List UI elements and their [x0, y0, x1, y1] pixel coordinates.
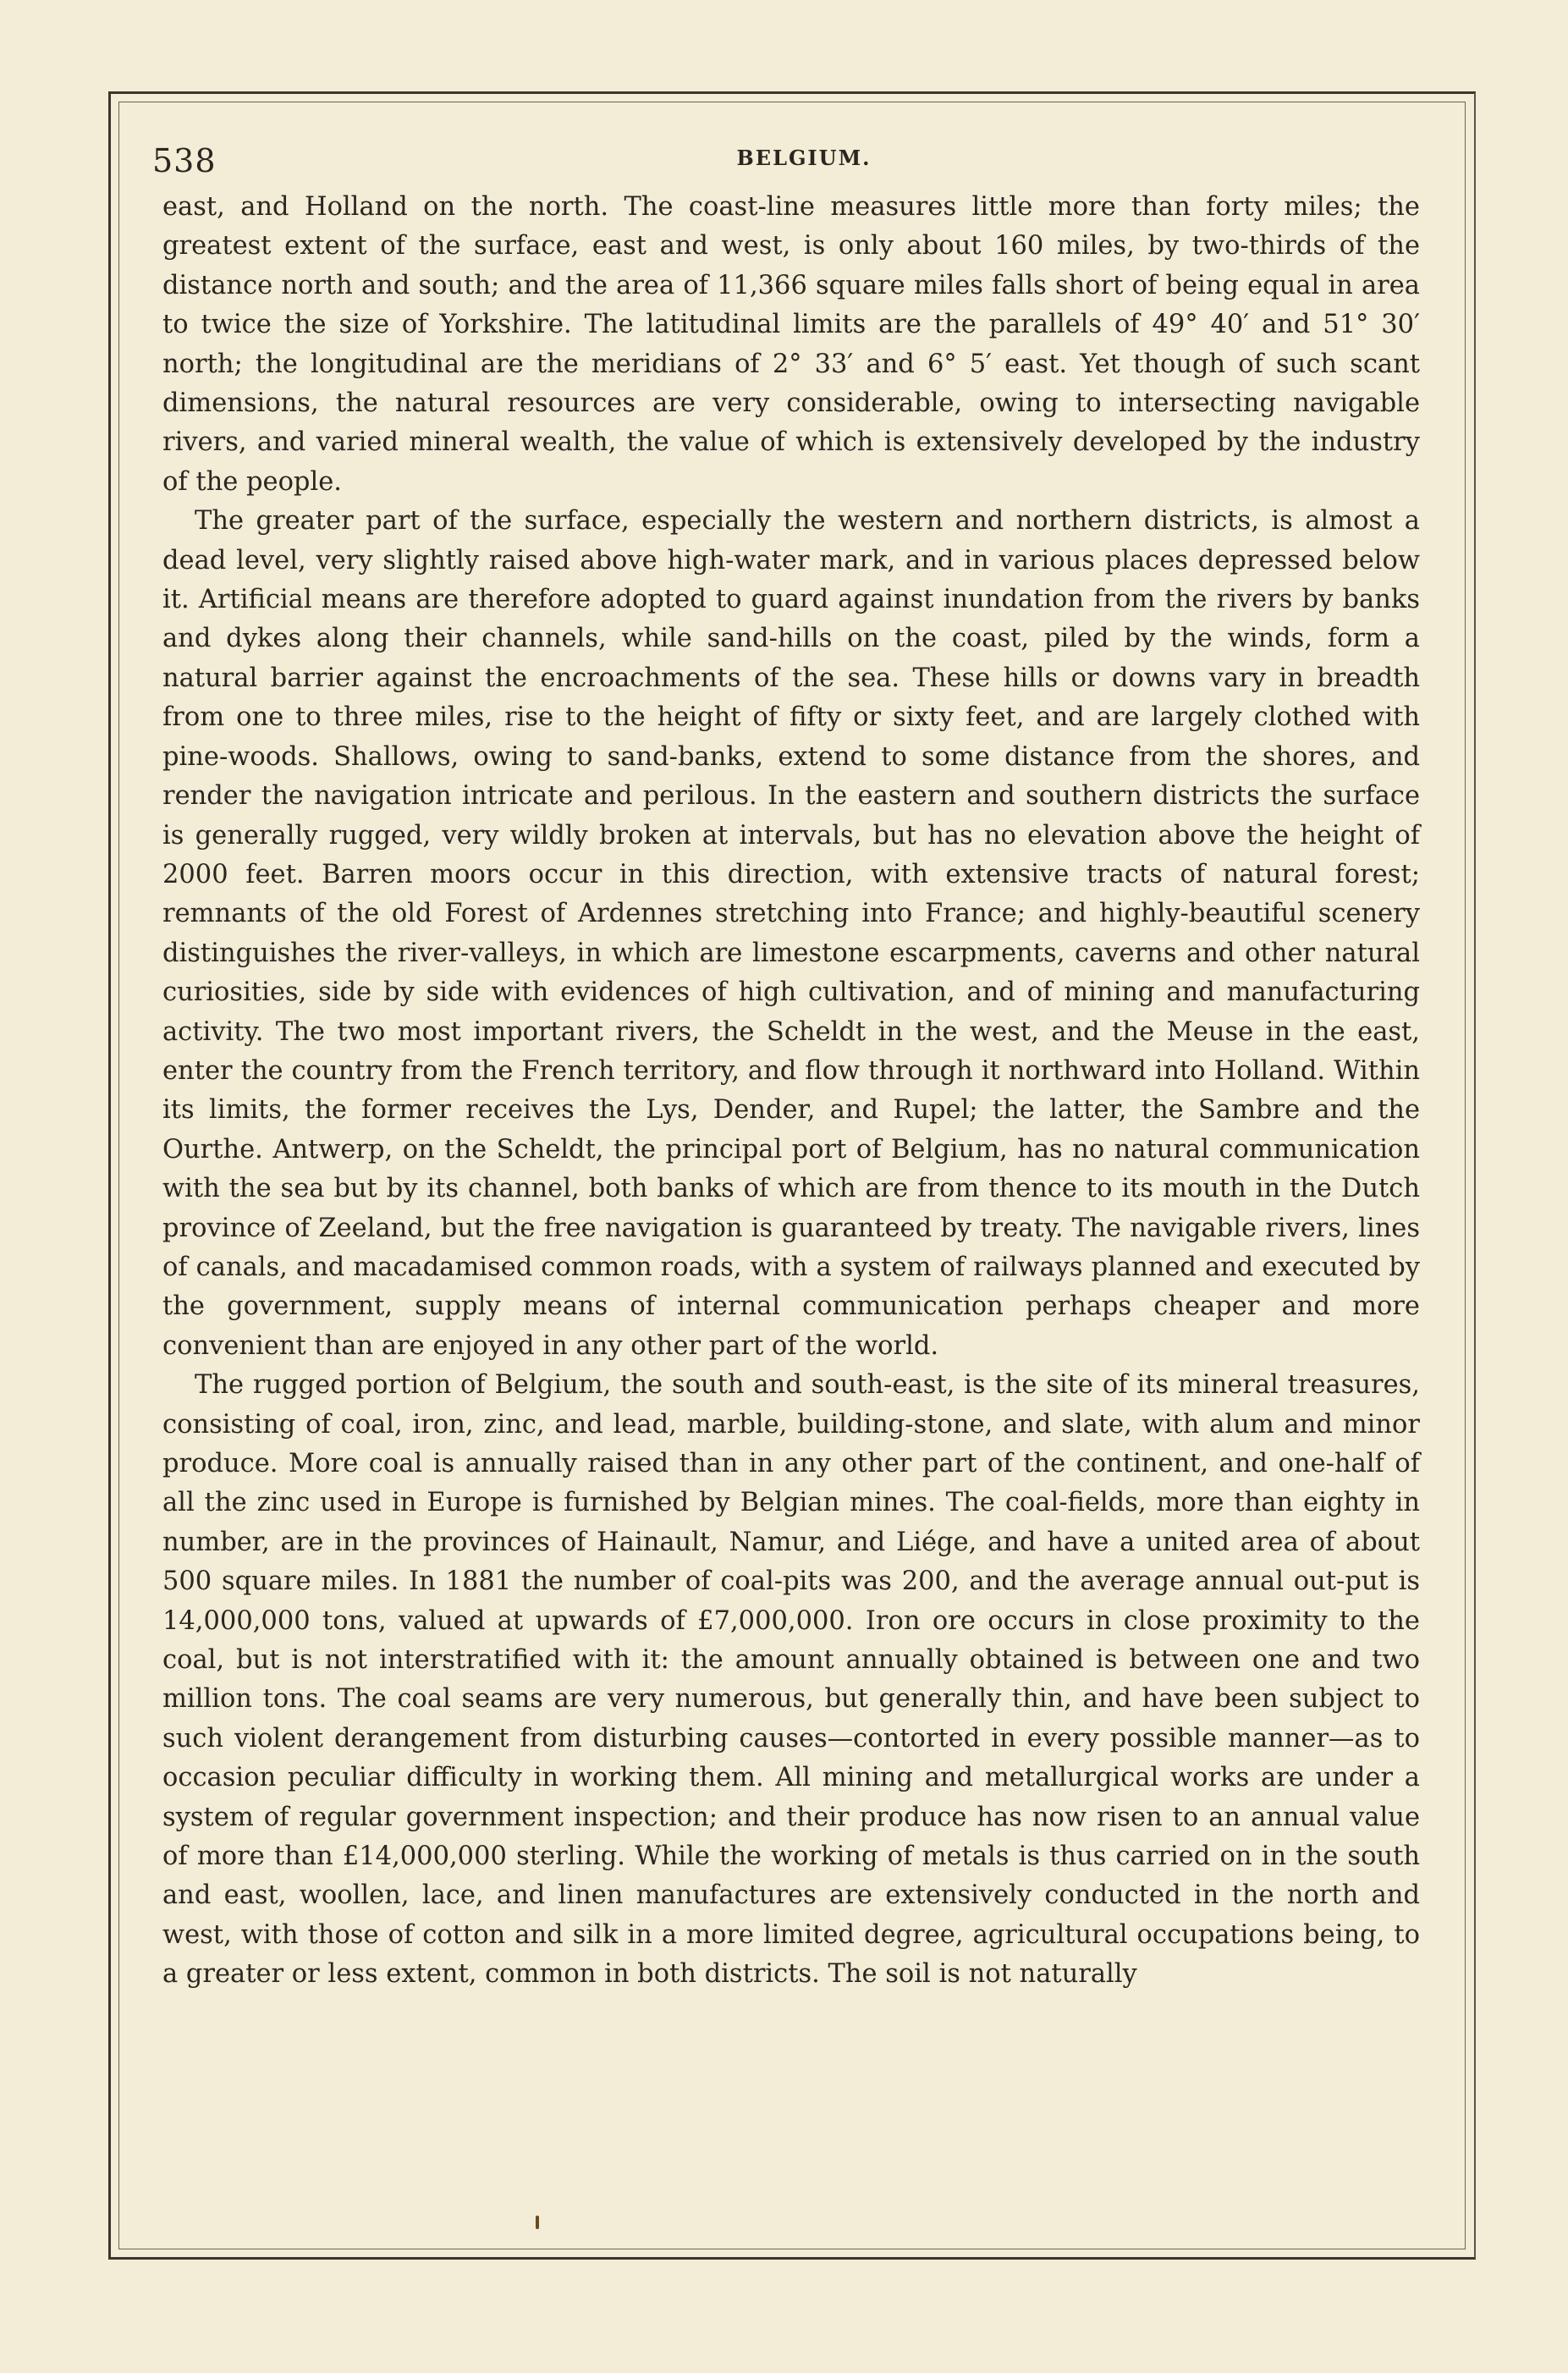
paragraph-3: The rugged portion of Belgium, the south and south-east, is the site of its mineral treasures, consisting of coal, iron, zinc, and lead, marble, building-stone, and slate, with alum and minor produce. More coal is annually raised than in any other part of the continent, and one-half of all the zinc used in Europe is furnished by Belgian mines. The coal-fields, more than eighty in number, are in the provinces of Hainault, Namur, and Liége, and have a united area of about 500 square miles. In 1881 the number of coal-pits was 200, and the average annual out-put is 14,000,000 tons, valued at upwards of £7,000,000. Iron ore occurs in close proximity to the coal, but is not interstratified with it: the amount annually obtained is between one and two million tons. The coal seams are very numerous, but generally thin, and have been subject to such violent derangement from disturbing causes—contorted in every possible manner—as to occasion peculiar difficulty in working them. All mining and metallurgical works are under a system of regular government inspection; and their produce has now risen to an annual value of more than £14,000,000 sterling. While the working of metals is thus carried on in the south and east, woollen, lace, and linen manufactures are extensively conducted in the north and west, with those of cotton and silk in a more limited degree, agricultural occupations being, to a greater or less extent, common in both districts. The soil is not naturally [162, 1370, 1420, 1990]
paragraph-2: The greater part of the surface, especially the western and northern districts, is almost a dead level, very slightly raised above high-water mark, and in various places depressed below it. Artificial means are therefore adopted to guard against inundation from the rivers by banks and dykes along their channels, while sand-hills on the coast, piled by the winds, form a natural barrier against the encroachments of the sea. These hills or downs vary in breadth from one to three miles, rise to the height of fifty or sixty feet, and are largely clothed with pine-woods. Shallows, owing to sand-banks, extend to some distance from the shores, and render the navigation intricate and perilous. In the eastern and southern districts the surface is generally rugged, very wildly broken at intervals, but has no elevation above the height of 2000 feet. Barren moors occur in this direction, with extensive tracts of natural forest; remnants of the old Forest of Ardennes stretching into France; and highly-beautiful scenery distinguishes the river-valleys, in which are limestone escarpments, caverns and other natural curiosities, side by side with evidences of high cultivation, and of mining and manufacturing activity. The two most important rivers, the Scheldt in the west, and the Meuse in the east, enter the country from the French territory, and flow through it northward into Holland. Within its limits, the former receives the Lys, Dender, and Rupel; the latter, the Sambre and the Ourthe. Antwerp, on the Scheldt, the principal port of Belgium, has no natural communication with the sea but by its channel, both banks of which are from thence to its mouth in the Dutch province of Zeeland, but the free navigation is guaranteed by treaty. The navigable rivers, lines of canals, and macadamised common roads, with a system of railways planned and executed by the government, supply means of internal communication perhaps cheaper and more convenient than are enjoyed in any other part of the world. [162, 506, 1420, 1361]
page-header [152, 135, 1455, 178]
running-title: BELGIUM. [736, 146, 872, 170]
body-text [162, 188, 1420, 1995]
page-number: 538 [152, 142, 217, 179]
paragraph-1: east, and Holland on the north. The coast-line measures little more than forty miles; the greatest extent of the surface, east and west, is only about 160 miles, by two-thirds of the distance north and south; and the area of 11,366 square miles falls short of being equal in area to twice the size of Yorkshire. The latitudinal limits are the parallels of 49° 40′ and 51° 30′ north; the longitudinal are the meridians of 2° 33′ and 6° 5′ east. Yet though of such scant dimensions, the natural resources are very considerable, owing to intersecting navigable rivers, and varied mineral wealth, the value of which is extensively developed by the industry of the people. [162, 192, 1420, 497]
ink-mark [536, 2216, 539, 2229]
